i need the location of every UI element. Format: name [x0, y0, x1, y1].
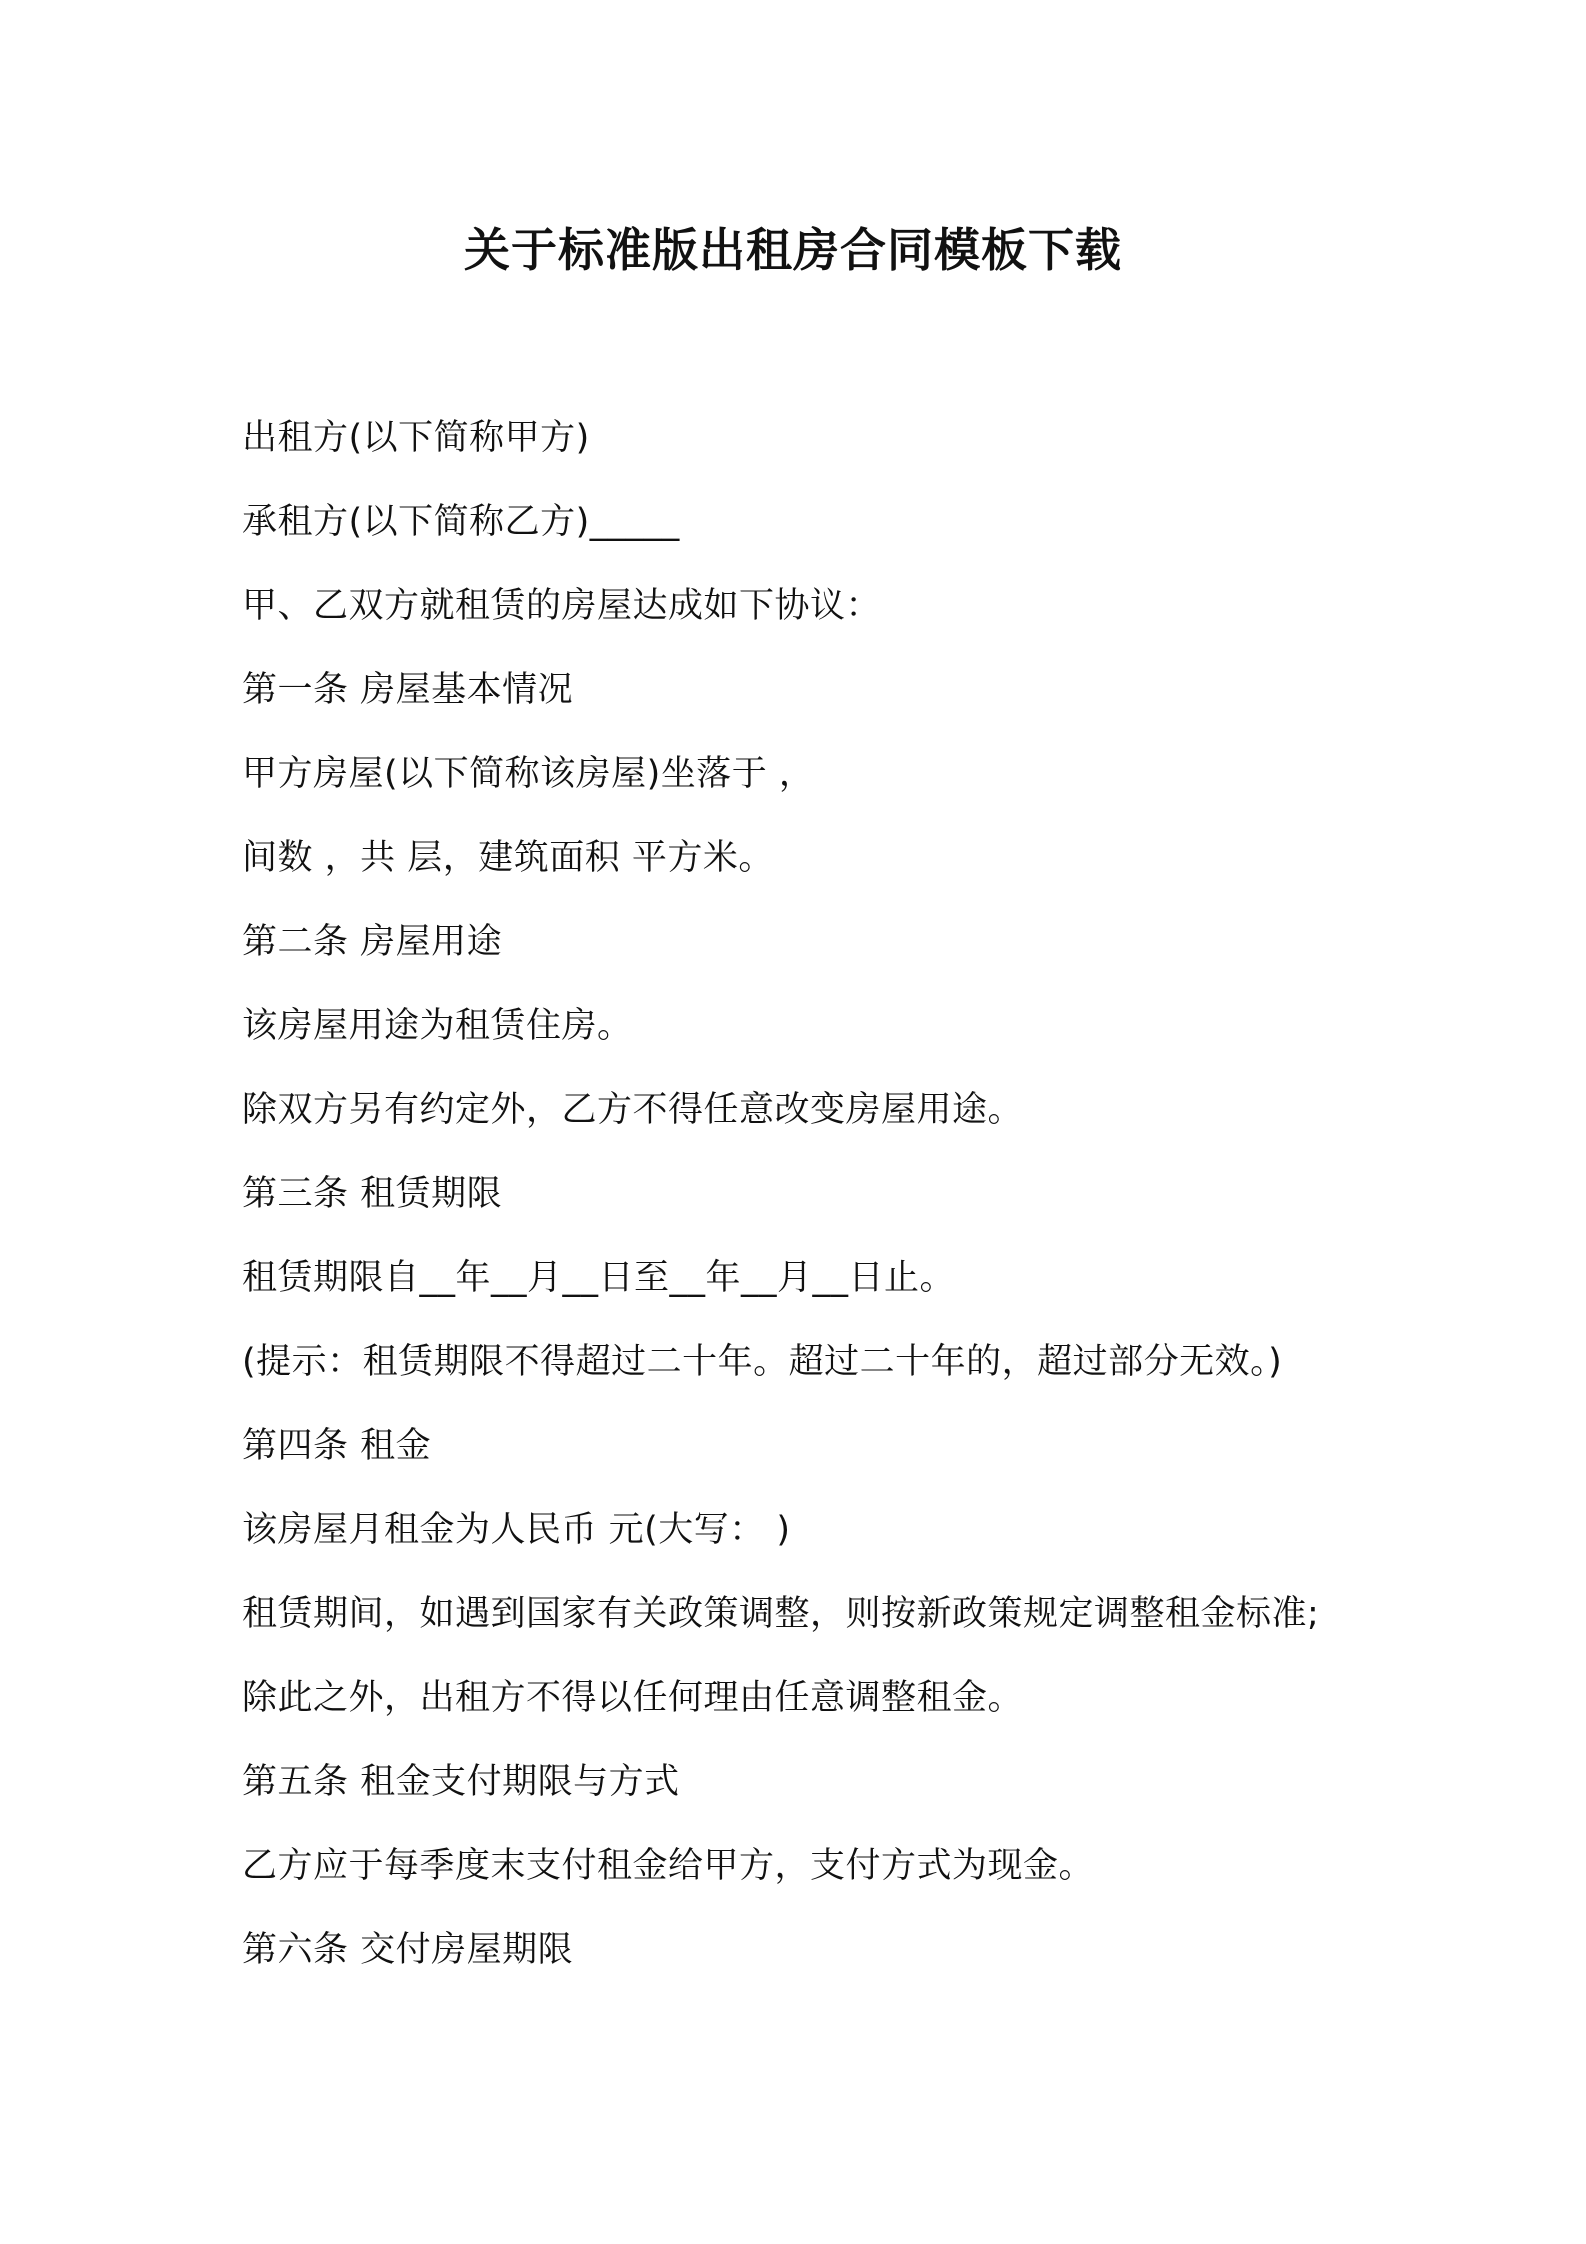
- article-2-usage: 该房屋用途为租赁住房。: [242, 1006, 633, 1046]
- article-2-restriction: 除双方另有约定外，乙方不得任意改变房屋用途。: [242, 1090, 1024, 1130]
- article-4-policy: 租赁期间，如遇到国家有关政策调整，则按新政策规定调整租金标准;: [242, 1594, 1320, 1634]
- article-3-term: 租赁期限自__年__月__日至__年__月__日止。: [242, 1258, 956, 1298]
- article-3-note: (提示：租赁期限不得超过二十年。超过二十年的，超过部分无效。): [242, 1342, 1283, 1382]
- article-4-restriction: 除此之外，出租方不得以任何理由任意调整租金。: [242, 1678, 1024, 1718]
- article-1-location: 甲方房屋(以下简称该房屋)坐落于 ，: [242, 754, 815, 794]
- agreement-intro: 甲、乙双方就租赁的房屋达成如下协议：: [242, 586, 882, 626]
- article-3-heading: 第三条 租赁期限: [242, 1174, 503, 1214]
- article-4-heading: 第四条 租金: [242, 1426, 432, 1466]
- article-5-payment: 乙方应于每季度末支付租金给甲方，支付方式为现金。: [242, 1846, 1095, 1886]
- article-1-area: 间数 ，共 层，建筑面积 平方米。: [242, 838, 774, 878]
- article-4-rent: 该房屋月租金为人民币 元(大写： ): [242, 1510, 791, 1550]
- document-body: [242, 406, 1382, 2002]
- article-5-heading: 第五条 租金支付期限与方式: [242, 1762, 680, 1802]
- party-a-line: 出租方(以下简称甲方): [242, 418, 590, 458]
- party-b-line: 承租方(以下简称乙方)_____: [242, 502, 680, 542]
- article-1-heading: 第一条 房屋基本情况: [242, 670, 574, 710]
- article-2-heading: 第二条 房屋用途: [242, 922, 503, 962]
- document-title: 关于标准版出租房合同模板下载: [464, 223, 1122, 277]
- article-6-heading: 第六条 交付房屋期限: [242, 1930, 574, 1970]
